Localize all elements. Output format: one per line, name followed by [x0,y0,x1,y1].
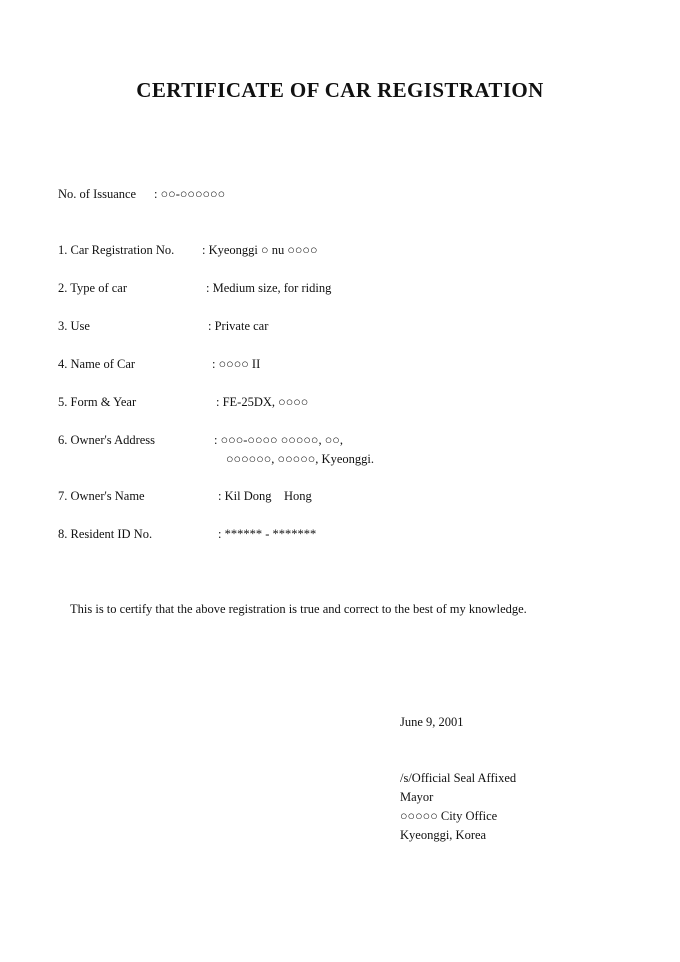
field-value: : ○○○○ II [212,357,261,371]
issuance-label: No. of Issuance [58,187,137,201]
issue-date: June 9, 2001 [400,715,464,729]
field-value: : Kil Dong Hong [218,489,312,503]
field-row-car-registration-no [58,241,318,260]
field-row-owner-name [58,487,312,506]
field-value-continued: ○○○○○○, ○○○○○, Kyeonggi. [226,452,374,466]
field-value: : Medium size, for riding [206,281,332,295]
issuance-value: : ○○-○○○○○○ [154,187,226,201]
field-label: 2. Type of car [58,281,128,295]
issuance-row [58,185,226,204]
field-label: 8. Resident ID No. [58,527,153,541]
field-row-owner-address [58,431,374,466]
signature-block [400,769,516,845]
field-row-form-year [58,393,309,412]
field-label: 4. Name of Car [58,357,136,371]
field-value: : ****** - ******* [218,527,317,541]
signer-office: ○○○○○ City Office [400,809,498,823]
certification-statement: This is to certify that the above registration is true and correct to the best of my knowledge. [70,602,527,616]
field-value: : ○○○-○○○○ ○○○○○, ○○, [214,433,343,447]
signer-position: Mayor [400,790,434,804]
field-label: 6. Owner's Address [58,433,156,447]
field-label: 3. Use [58,319,90,333]
field-label: 1. Car Registration No. [58,243,175,257]
seal-line: /s/Official Seal Affixed [400,771,517,785]
field-row-use [58,317,269,336]
field-value: : FE-25DX, ○○○○ [216,395,309,409]
field-label: 7. Owner's Name [58,489,145,503]
field-row-type-of-car [58,279,332,298]
field-value: : Kyeonggi ○ nu ○○○○ [202,243,318,257]
field-value: : Private car [208,319,269,333]
page-title: CERTIFICATE OF CAR REGISTRATION [136,78,544,102]
field-row-resident-id [58,525,317,544]
field-row-name-of-car [58,355,261,374]
signer-location: Kyeonggi, Korea [400,828,487,842]
field-label: 5. Form & Year [58,395,137,409]
